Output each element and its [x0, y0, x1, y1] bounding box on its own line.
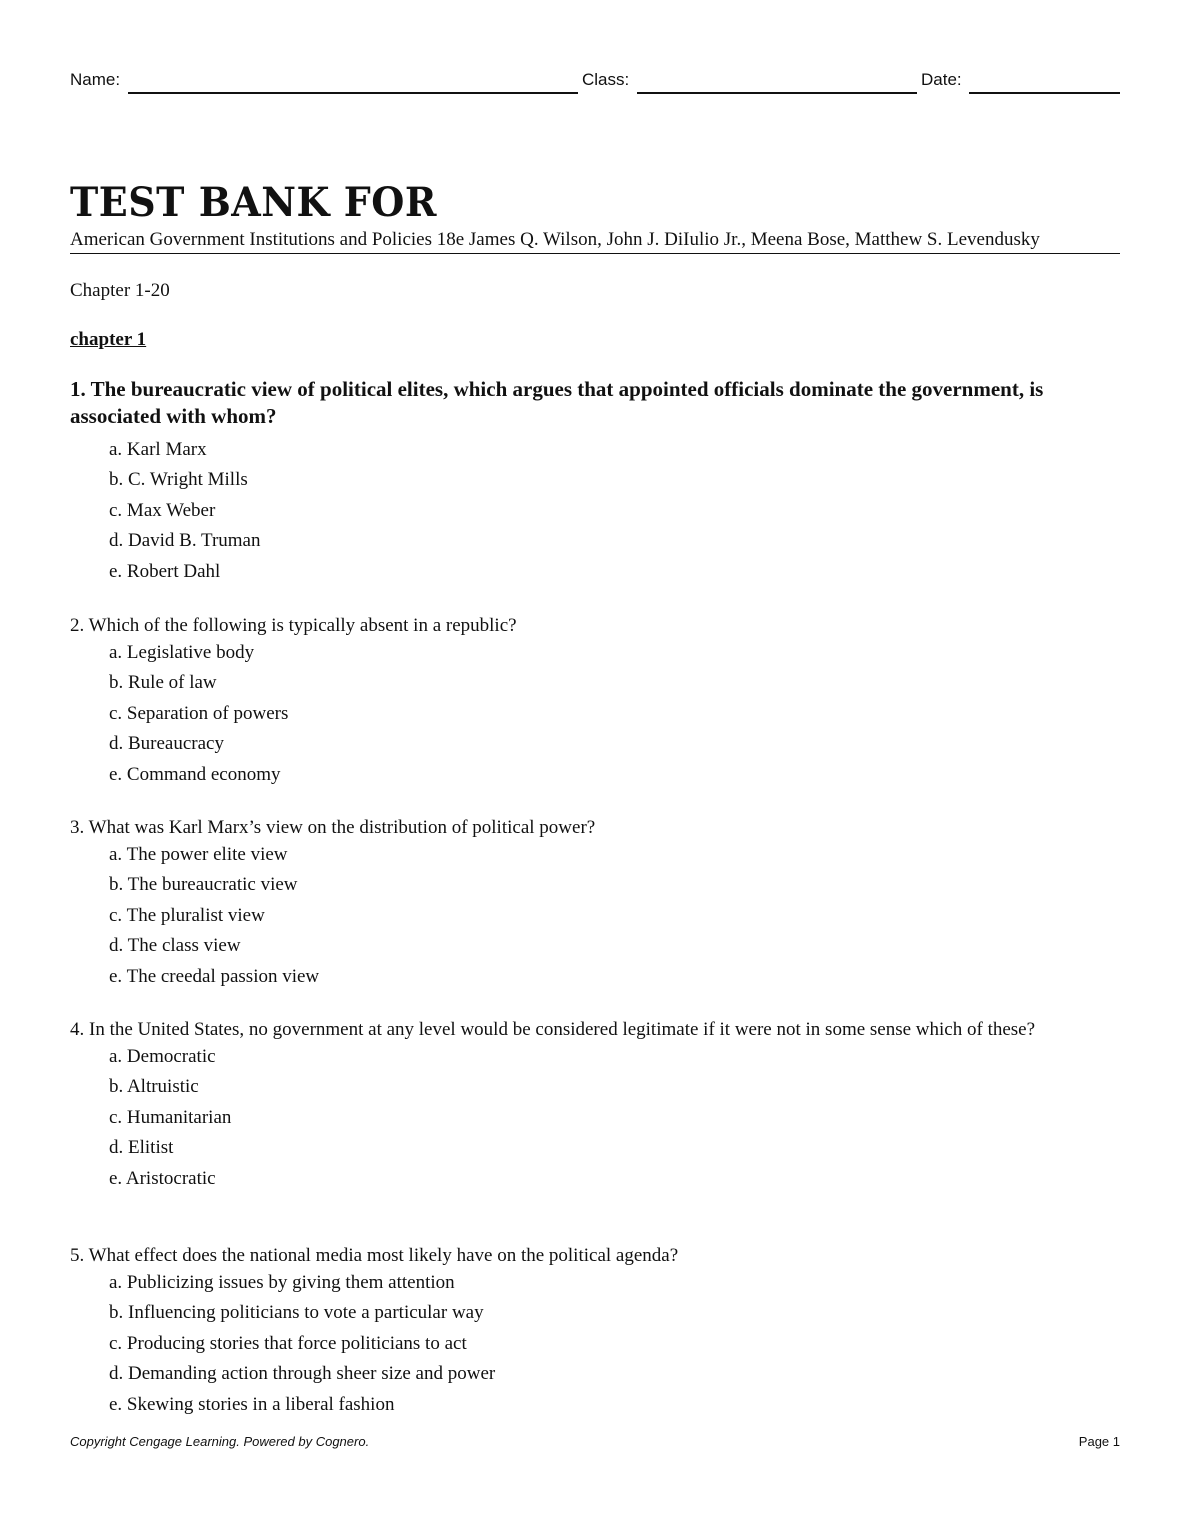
option-c[interactable]: c. Separation of powers: [109, 702, 289, 724]
option-d[interactable]: d. Elitist: [109, 1137, 174, 1159]
class-label: Class:: [582, 70, 630, 89]
option-b[interactable]: b. Rule of law: [109, 672, 217, 694]
class-field[interactable]: [637, 92, 917, 94]
option-a[interactable]: a. Karl Marx: [109, 439, 207, 460]
copyright-notice: Copyright Cengage Learning. Powered by Cognero.: [70, 1434, 370, 1449]
option-e[interactable]: e. The creedal passion view: [109, 965, 320, 987]
question-2: [70, 613, 1120, 790]
student-info-header: [70, 70, 1120, 96]
option-b[interactable]: b. Influencing politicians to vote a particular way: [109, 1302, 484, 1324]
answer-options: [70, 1268, 1120, 1420]
option-c[interactable]: c. Producing stories that force politicians to act: [109, 1332, 467, 1354]
option-c[interactable]: c. Max Weber: [109, 499, 216, 521]
option-a[interactable]: a. Publicizing issues by giving them attention: [109, 1272, 455, 1293]
question-3: [70, 815, 1120, 992]
option-a[interactable]: a. The power elite view: [109, 844, 288, 865]
option-c[interactable]: c. Humanitarian: [109, 1106, 232, 1128]
question-5: [70, 1243, 1120, 1420]
option-e[interactable]: e. Robert Dahl: [109, 560, 221, 582]
question-1: [70, 376, 1120, 587]
option-b[interactable]: b. The bureaucratic view: [109, 874, 298, 896]
answer-options: [70, 840, 1120, 992]
answer-options: [70, 435, 1120, 587]
option-a[interactable]: a. Legislative body: [109, 642, 255, 663]
chapter-range: Chapter 1-20: [70, 280, 170, 301]
document-title: TEST BANK FOR: [70, 178, 437, 226]
option-e[interactable]: e. Command economy: [109, 763, 281, 785]
option-d[interactable]: d. Bureaucracy: [109, 733, 224, 755]
book-subtitle: American Government Institutions and Policies 18e James Q. Wilson, John J. DiIulio Jr., Meena Bose, Matthew S. Levendusky: [70, 227, 1120, 254]
question-stem: 5. What effect does the national media most likely have on the political agenda?: [70, 1245, 679, 1266]
chapter-heading: chapter 1: [70, 329, 147, 350]
name-field[interactable]: [128, 92, 578, 94]
option-e[interactable]: e. Skewing stories in a liberal fashion: [109, 1393, 395, 1415]
option-e[interactable]: e. Aristocratic: [109, 1167, 216, 1189]
question-stem: 1. The bureaucratic view of political elites, which argues that appointed officials dominate the government, is associated with whom?: [70, 377, 1044, 428]
option-d[interactable]: d. David B. Truman: [109, 530, 261, 552]
answer-options: [70, 638, 1120, 790]
date-label: Date:: [921, 70, 962, 89]
question-stem: 3. What was Karl Marx’s view on the distribution of political power?: [70, 817, 596, 838]
question-stem: 4. In the United States, no government at any level would be considered legitimate if it were not in some sense which of these?: [70, 1019, 1036, 1040]
option-a[interactable]: a. Democratic: [109, 1046, 216, 1067]
question-stem: 2. Which of the following is typically absent in a republic?: [70, 615, 517, 636]
page-number: Page 1: [1078, 1434, 1120, 1449]
option-d[interactable]: d. Demanding action through sheer size and power: [109, 1363, 496, 1385]
name-label: Name:: [70, 70, 121, 89]
option-b[interactable]: b. C. Wright Mills: [109, 469, 248, 491]
page-footer: [70, 1434, 1120, 1449]
date-field[interactable]: [969, 92, 1120, 94]
option-b[interactable]: b. Altruistic: [109, 1076, 199, 1098]
answer-options: [70, 1042, 1120, 1194]
option-c[interactable]: c. The pluralist view: [109, 904, 265, 926]
option-d[interactable]: d. The class view: [109, 935, 241, 957]
question-4: [70, 1017, 1120, 1194]
